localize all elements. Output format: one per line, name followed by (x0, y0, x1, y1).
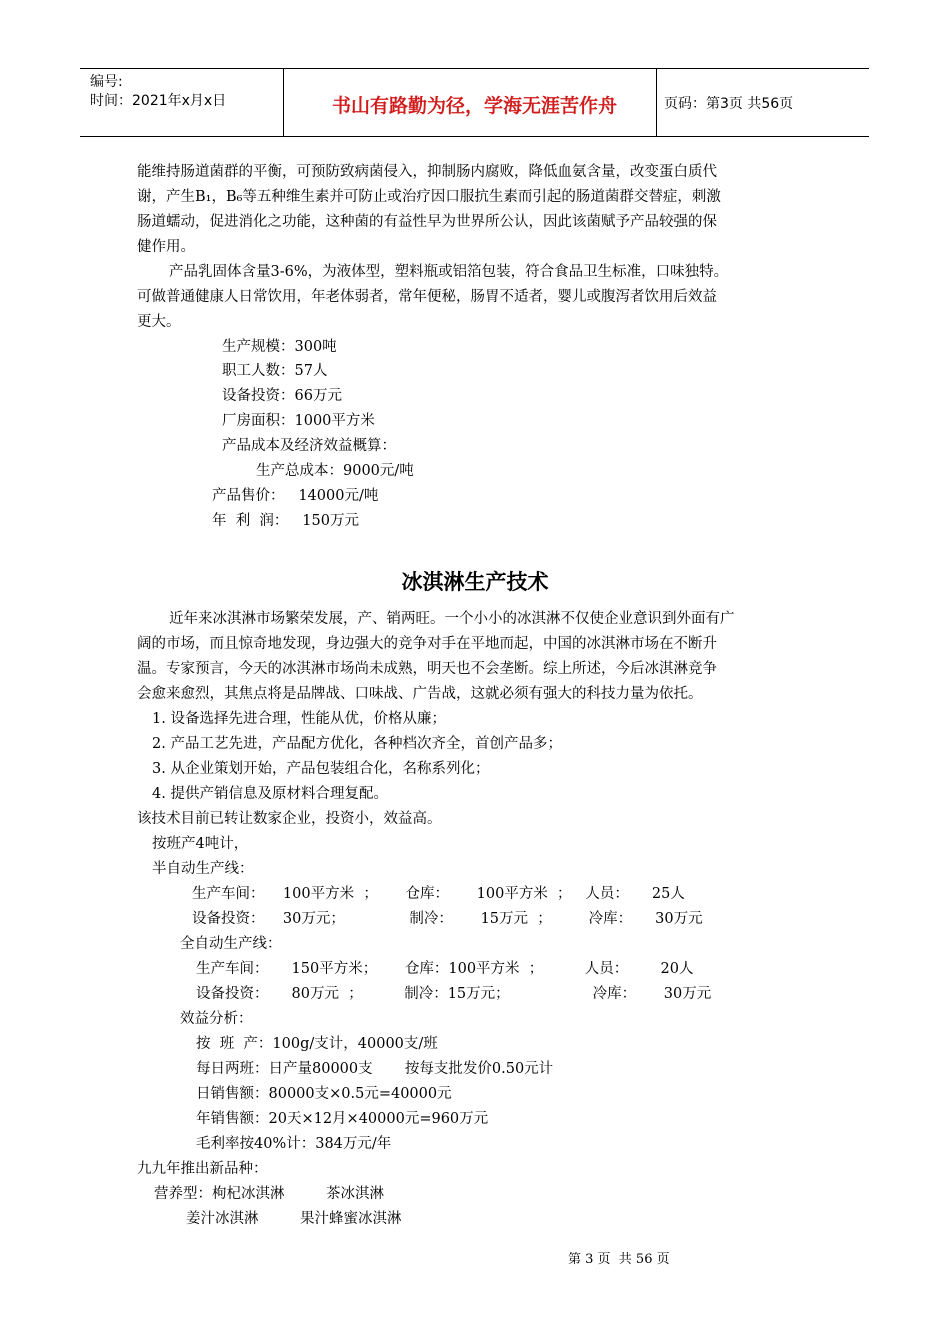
body-line: 设备投资： 80万元 ； 制冷：15万元； 冷库： 30万元 (196, 986, 712, 1002)
body-line: 阔的市场，而且惊奇地发现，身边强大的竞争对手在平地而起，中国的冰淇淋市场在不断升 (137, 636, 717, 652)
body-line: 该技术目前已转让数家企业，投资小，效益高。 (137, 811, 442, 827)
body-line: 毛利率按40%计：384万元/年 (196, 1136, 392, 1152)
body-line: 设备投资： 30万元； 制冷： 15万元 ； 冷库： 30万元 (192, 911, 703, 927)
stat-price: 产品售价： 14000元/吨 (212, 488, 379, 504)
body-line: 生产车间： 150平方米； 仓库：100平方米 ； 人员： 20人 (196, 961, 694, 977)
header-motto: 书山有路勤为径，学海无涯苦作舟 (331, 95, 617, 117)
list-item: 4. 提供产销信息及原材料合理复配。 (152, 786, 388, 802)
body-line: 营养型：枸杞冰淇淋 茶冰淇淋 (154, 1186, 384, 1202)
page-header (80, 68, 869, 137)
time-label: 时间：2021年x月x日 (90, 93, 227, 109)
body-line: 九九年推出新品种： (137, 1161, 268, 1177)
body-line: 温。专家预言，今天的冰淇淋市场尚未成熟，明天也不会垄断。综上所述，今后冰淇淋竞争 (137, 661, 717, 677)
stat-area: 厂房面积：1000平方米 (222, 413, 375, 429)
body-line: 按班产4吨计， (152, 836, 249, 852)
body-line: 全自动生产线： (180, 936, 282, 952)
body-line: 年销售额：20天×12月×40000元=960万元 (196, 1111, 489, 1127)
intro-line: 健作用。 (137, 239, 195, 255)
body-line: 日销售额：80000支×0.5元=40000元 (196, 1086, 452, 1102)
body-line: 会愈来愈烈，其焦点将是品牌战、口味战、广告战，这就必须有强大的科技力量为依托。 (137, 686, 703, 702)
intro-line: 可做普通健康人日常饮用，年老体弱者，常年便秘，肠胃不适者，婴儿或腹泻者饮用后效益 (137, 289, 717, 305)
page-footer: 第 3 页 共 56 页 (568, 1252, 670, 1267)
intro-line: 肠道蠕动，促进消化之功能，这种菌的有益性早为世界所公认，因此该菌赋予产品较强的保 (137, 214, 717, 230)
stat-staff: 职工人数：57人 (222, 363, 328, 379)
section-title: 冰淇淋生产技术 (401, 570, 549, 594)
stat-profit: 年 利 润： 150万元 (212, 513, 359, 529)
body-line: 按 班 产：100g/支计，40000支/班 (196, 1036, 438, 1052)
stat-cost-title: 产品成本及经济效益概算： (222, 438, 396, 454)
body-line: 每日两班：日产量80000支 按每支批发价0.50元计 (196, 1061, 554, 1077)
intro-line: 能维持肠道菌群的平衡，可预防致病菌侵入，抑制肠内腐败，降低血氨含量，改变蛋白质代 (137, 164, 717, 180)
stat-total-cost: 生产总成本：9000元/吨 (256, 463, 414, 479)
header-page-code: 页码：第3页 共56页 (664, 96, 794, 112)
number-label: 编号: (90, 74, 123, 90)
body-line: 姜汁冰淇淋 果汁蜂蜜冰淇淋 (186, 1211, 402, 1227)
intro-line: 更大。 (137, 314, 181, 330)
list-item: 2. 产品工艺先进，产品配方优化，各种档次齐全，首创产品多； (152, 736, 562, 752)
body-line: 效益分析： (180, 1011, 253, 1027)
body-line: 生产车间： 100平方米 ； 仓库： 100平方米 ； 人员： 25人 (192, 886, 685, 902)
stat-equipment: 设备投资：66万元 (222, 388, 342, 404)
stat-scale: 生产规模：300吨 (222, 339, 337, 355)
list-item: 1. 设备选择先进合理，性能从优，价格从廉； (152, 711, 446, 727)
intro-line: 谢，产生B₁，B₆等五种维生素并可防止或治疗因口服抗生素而引起的肠道菌群交替症，刺激 (137, 189, 721, 205)
header-meta (90, 73, 226, 111)
body-line: 近年来冰淇淋市场繁荣发展，产、销两旺。一个小小的冰淇淋不仅使企业意识到外面有广 (169, 611, 735, 627)
body-line: 半自动生产线： (152, 861, 254, 877)
list-item: 3. 从企业策划开始，产品包装组合化，名称系列化； (152, 761, 490, 777)
intro-line: 产品乳固体含量3-6%，为液体型，塑料瓶或铝箔包装，符合食品卫生标准，口味独特。 (169, 264, 729, 280)
